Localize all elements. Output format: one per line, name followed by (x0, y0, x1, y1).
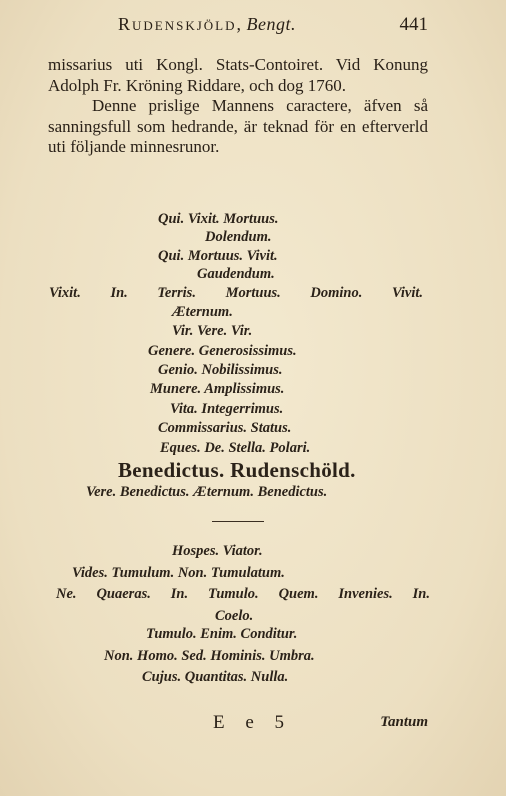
epitaph-lower-line: Non. Homo. Sed. Hominis. Umbra. (104, 648, 315, 664)
epitaph-upper-line: Genere. Generosissimus. (148, 343, 297, 359)
signature-mark: E e 5 (213, 712, 293, 733)
header-surname: Rudenskjöld (118, 14, 237, 34)
epitaph-upper-line: Munere. Amplissimus. (150, 381, 285, 397)
epitaph-upper-line: Gaudendum. (197, 266, 275, 282)
paragraph-2: Denne prislige Mannens caractere, äfven så sanningsfull som hedrande, är teknad för en efterverld uti följande minnesrunor. (48, 96, 428, 156)
epitaph-upper-line: Vere. Benedictus. Æternum. Benedictus. (86, 484, 328, 500)
epitaph-upper-line: Benedictus. Rudenschöld. (118, 458, 356, 482)
running-header (48, 14, 428, 38)
epitaph-upper-line: Dolendum. (205, 229, 272, 245)
epitaph-upper-line: Vir. Vere. Vir. (172, 323, 253, 339)
section-divider (212, 521, 264, 522)
epitaph-upper-line: Commissarius. Status. (158, 420, 292, 436)
epitaph-upper-line: Qui. Vixit. Mortuus. (158, 211, 279, 227)
epitaph-upper-line: Genio. Nobilissimus. (158, 362, 283, 378)
paragraph-1: missarius uti Kongl. Stats-Contoiret. Vid Konung Adolph Fr. Kröning Riddare, och dog 1760. (48, 55, 428, 95)
epitaph-upper-line: Eques. De. Stella. Polari. (160, 440, 311, 456)
epitaph-lower-line: Ne. Quaeras. In. Tumulo. Quem. Invenies. In. (56, 586, 430, 602)
epitaph-lower-line: Cujus. Quantitas. Nulla. (142, 669, 289, 685)
page-footer (48, 712, 428, 734)
epitaph-upper-line: Æternum. (172, 304, 233, 320)
epitaph-lower-line: Hospes. Viator. (172, 543, 263, 559)
biography-text (48, 55, 428, 158)
epitaph-lower-line: Tumulo. Enim. Conditur. (146, 626, 298, 642)
epitaph-upper-line: Vita. Integerrimus. (170, 401, 284, 417)
epitaph-lower-line: Vides. Tumulum. Non. Tumulatum. (72, 565, 285, 581)
header-given-name: Bengt. (246, 14, 297, 34)
epitaph-upper-line: Vixit. In. Terris. Mortuus. Domino. Vivit. (49, 285, 423, 301)
header-title: Rudenskjöld, Bengt. (118, 14, 297, 34)
epitaph-upper-line: Qui. Mortuus. Vivit. (158, 248, 278, 264)
page-number: 441 (399, 14, 428, 35)
epitaph-lower-line: Coelo. (215, 608, 254, 624)
catchword: Tantum (380, 714, 428, 730)
